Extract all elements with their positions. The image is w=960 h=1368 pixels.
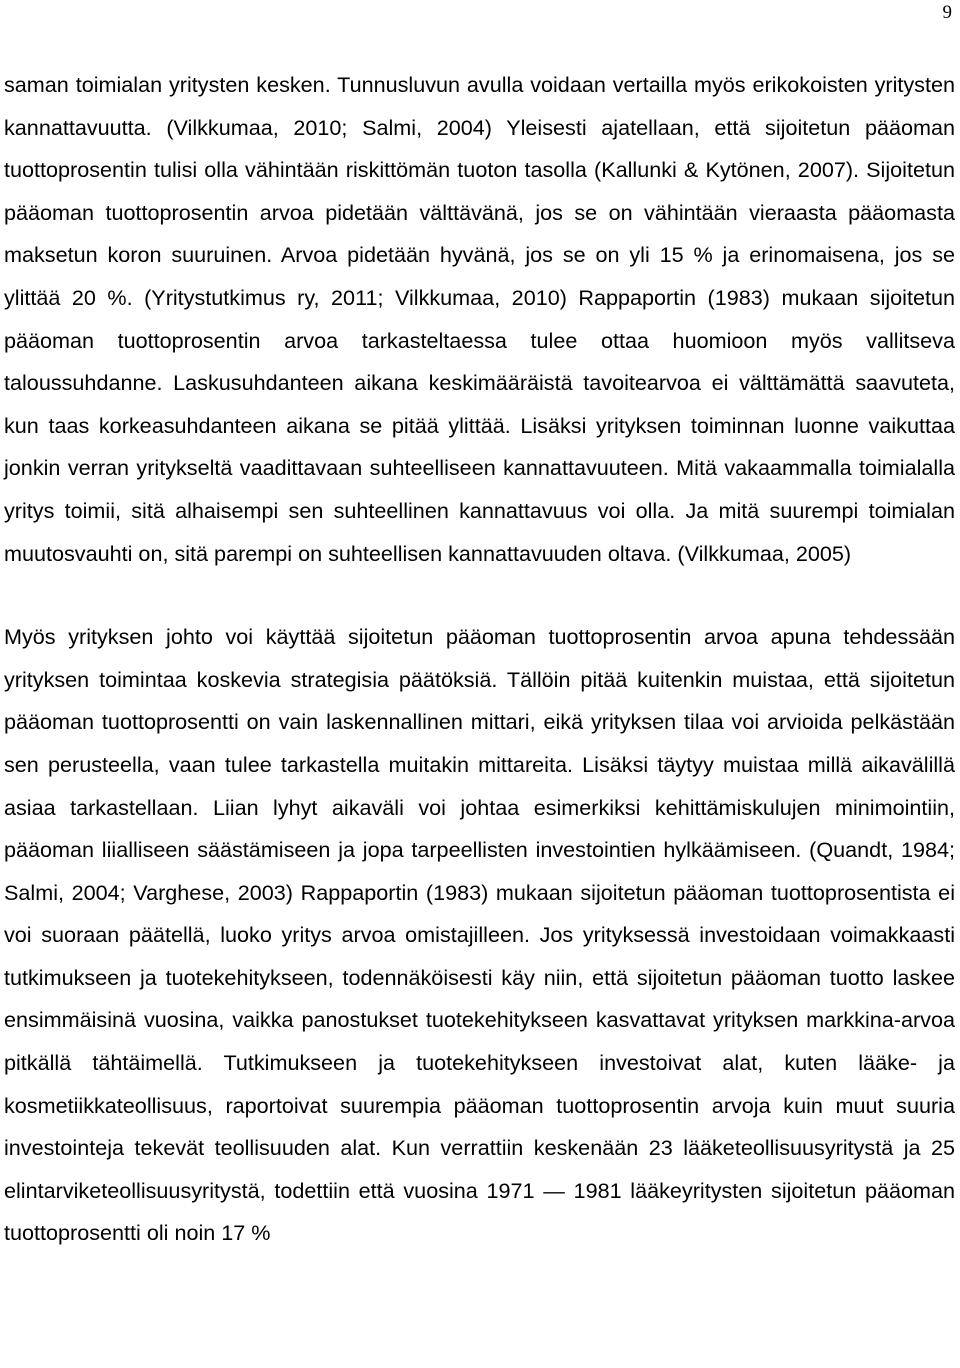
paragraph-2: Myös yrityksen johto voi käyttää sijoitetun pääoman tuottoprosentin arvoa apuna tehdessään yrityksen toimintaa koskevia strategisia päätöksiä. Tällöin pitää kuitenkin muistaa, että sijoitetun pääoman tuottoprosentti on vain laskennallinen mittari, eikä yrityksen tilaa voi arvioida pelkästään sen perusteella, vaan tulee tarkastella muitakin mittareita. Lisäksi täytyy muistaa millä aikavälillä asiaa tarkastellaan. Liian lyhyt aikaväli voi johtaa esimerkiksi kehittämiskulujen minimointiin, pääoman liialliseen säästämiseen ja jopa tarpeellisten investointien hylkäämiseen. (Quandt, 1984; Salmi, 2004; Varghese, 2003) Rappaportin (1983) mukaan sijoitetun pääoman tuottoprosentista ei voi suoraan päätellä, luoko yritys arvoa omistajilleen. Jos yrityksessä investoidaan voimakkaasti tutkimukseen ja tuotekehitykseen, todennäköisesti käy niin, että sijoitetun pääoman tuotto laskee ensimmäisinä vuosina, vaikka panostukset tuotekehitykseen kasvattavat yrityksen markkina-arvoa pitkällä tähtäimellä. Tutkimukseen ja tuotekehitykseen investoivat alat, kuten lääke- ja kosmetiikkateollisuus, raportoivat suurempia pääoman tuottoprosentin arvoja kuin muut suuria investointeja tekevät teollisuuden alat. Kun verrattiin keskenään 23 lääketeollisuusyritystä ja 25 elintarviketeollisuusyritystä, todettiin että vuosina 1971 — 1981 lääkeyritysten sijoitetun pääoman tuottoprosentti oli noin 17 % — [4, 624, 955, 1246]
document-body — [4, 64, 955, 1255]
paragraph-1: saman toimialan yritysten kesken. Tunnusluvun avulla voidaan vertailla myös erikokoisten yritysten kannattavuutta. (Vilkkumaa, 2010; Salmi, 2004) Yleisesti ajatellaan, että sijoitetun pääoman tuottoprosentin tulisi olla vähintään riskittömän tuoton tasolla (Kallunki & Kytönen, 2007). Sijoitetun pääoman tuottoprosentin arvoa pidetään välttävänä, jos se on vähintään vieraasta pääomasta maksetun koron suuruinen. Arvoa pidetään hyvänä, jos se on yli 15 % ja erinomaisena, jos se ylittää 20 %. (Yritystutkimus ry, 2011; Vilkkumaa, 2010) Rappaportin (1983) mukaan sijoitetun pääoman tuottoprosentin arvoa tarkasteltaessa tulee ottaa huomioon myös vallitseva taloussuhdanne. Laskusuhdanteen aikana keskimääräistä tavoitearvoa ei välttämättä saavuteta, kun taas korkeasuhdanteen aikana se pitää ylittää. Lisäksi yrityksen toiminnan luonne vaikuttaa jonkin verran yritykseltä vaadittavaan suhteelliseen kannattavuuteen. Mitä vakaammalla toimialalla yritys toimii, sitä alhaisempi sen suhteellinen kannattavuus voi olla. Ja mitä suurempi toimialan muutosvauhti on, sitä parempi on suhteellisen kannattavuuden oltava. (Vilkkumaa, 2005) — [4, 72, 955, 566]
page-number: 9 — [942, 2, 952, 23]
